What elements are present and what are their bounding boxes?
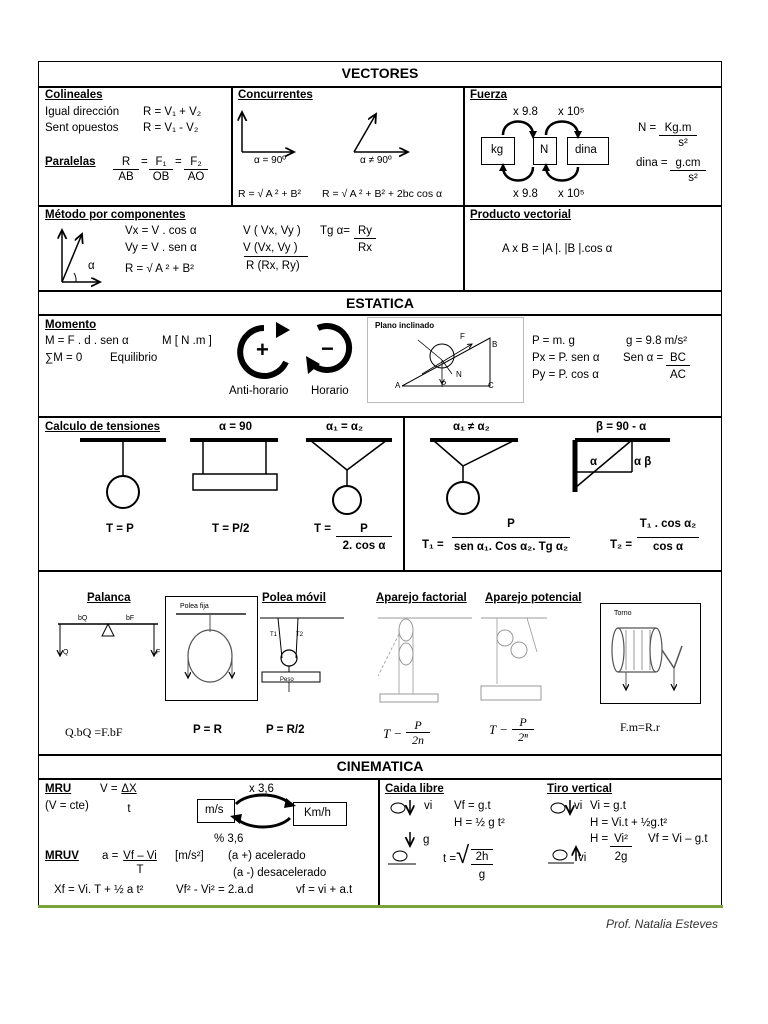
figure-caption: Polea fija: [180, 603, 209, 610]
minus-sign: −: [321, 336, 334, 361]
fraction-numerator: Ry: [354, 224, 376, 239]
lever-label: Q: [63, 649, 69, 656]
mruv-title: MRUV: [45, 850, 79, 862]
fraction-numerator: Vf – Vi: [123, 850, 157, 862]
winch-diagram: [604, 620, 696, 698]
right-angle-vectors-diagram: [236, 108, 306, 156]
plano-formula: g = 9.8 m/s²: [626, 335, 688, 347]
divider: [463, 86, 465, 291]
colineales-label: Igual dirección: [45, 106, 120, 118]
fraction-denominator: s²: [678, 137, 688, 149]
tiro-formula: H =: [590, 833, 609, 845]
mruv-fraction: [118, 849, 162, 877]
plano-formula: Sen α =: [623, 352, 664, 364]
factorial-formula: T −: [383, 726, 403, 741]
factorial-title: Aparejo factorial: [376, 592, 467, 604]
fraction-denominator: cos α: [652, 541, 684, 553]
tiro-formula: H = Vi.t + ½g.t²: [590, 817, 668, 829]
fraction-numerator: Vi²: [610, 832, 632, 847]
force-label: P: [441, 380, 447, 389]
component-formula: Vy = V . sen α: [125, 242, 197, 254]
conversion-factor: x 10⁵: [558, 188, 585, 200]
vector-notation: R (Rx, Ry): [246, 260, 300, 272]
fuerza-title: Fuerza: [470, 89, 508, 101]
mru-formula: V =: [100, 783, 118, 795]
plano-formula: Py = P. cos α: [532, 369, 599, 381]
case-header: β = 90 - α: [596, 421, 647, 433]
plano-formula: P = m. g: [532, 335, 575, 347]
colineales-label: Sent opuestos: [45, 122, 119, 134]
fraction-denominator: AO: [187, 171, 205, 183]
fraction-numerator: T₁ . cos α₂: [637, 517, 699, 538]
fraction-numerator: P: [452, 517, 570, 538]
conversion-factor: x 9.8: [513, 188, 538, 200]
mru-title: MRU: [45, 783, 72, 795]
lever-label: F: [156, 649, 161, 656]
dina-definition: dina =: [636, 157, 668, 169]
lever-label: bQ: [78, 615, 88, 622]
concurrentes-formula: R = √ A ² + B²: [238, 188, 301, 200]
components-diagram: [56, 226, 106, 286]
fraction-denominator: sen α₁. Cos α₂. Tg α₂: [453, 541, 569, 553]
paralelas-fraction: [113, 155, 139, 184]
fraction-denominator: 2g: [614, 851, 628, 863]
paralelas-title: Paralelas: [45, 156, 96, 168]
potential-fraction: [512, 715, 534, 744]
caida-formula: H = ½ g t²: [454, 817, 505, 829]
colineales-title: Colineales: [45, 89, 103, 101]
divider: [38, 314, 722, 316]
tension-formula: T₂ =: [610, 539, 633, 551]
fraction-numerator: F₂: [184, 155, 208, 170]
divider: [378, 778, 380, 905]
concurrentes-formula: R = √ A ² + B² + 2bc cos α: [322, 188, 443, 200]
fraction-denominator: 2ⁿ: [518, 730, 528, 744]
gravity-arrow-icon: [404, 830, 424, 850]
tension-formula: T = P/2: [212, 523, 250, 535]
section-title-vectores: VECTORES: [341, 65, 419, 81]
fraction-numerator: P: [512, 715, 534, 730]
caida-formula: t =: [443, 853, 457, 865]
unit-label: kg: [491, 144, 504, 156]
equals-sign: =: [141, 156, 148, 168]
concurrentes-title: Concurrentes: [238, 89, 313, 101]
mruv-formula: vf = vi + a.t: [296, 884, 353, 896]
tension-fraction: [637, 517, 699, 554]
fraction-numerator: Kg.m: [659, 121, 697, 136]
sine-fraction: [666, 351, 690, 382]
tension-formula: T =: [314, 523, 331, 535]
section-title-estatica: ESTATICA: [346, 295, 414, 311]
initial-velocity-label: vi: [424, 800, 433, 812]
fraction-numerator: R: [113, 155, 139, 170]
unit-label: m/s: [205, 804, 224, 816]
divider: [38, 290, 722, 292]
potential-formula: T −: [489, 722, 509, 737]
colineales-formula: R = V₁ + V₂: [143, 106, 202, 118]
fraction-numerator: P: [336, 522, 392, 537]
lever-label: bF: [126, 615, 135, 622]
fixed-pulley-diagram: [168, 610, 254, 696]
fraction-bar: [244, 256, 308, 257]
winch-formula: F.m=R.r: [620, 720, 660, 734]
ground-ball-icon: [386, 848, 420, 868]
figure-caption: Torno: [614, 610, 632, 617]
unit-label: N: [540, 144, 549, 156]
case-header: α₁ ≠ α₂: [453, 421, 490, 433]
lever-formula: Q.bQ =F.bF: [65, 725, 123, 739]
angle-label: α: [88, 260, 95, 272]
momento-unit: M [ N .m ]: [162, 335, 212, 347]
sqrt-symbol: √: [456, 842, 470, 869]
momento-title: Momento: [45, 319, 97, 331]
angle-label: α = 90º: [254, 155, 286, 166]
tension-formula: T₁ =: [422, 539, 444, 551]
force-label: F: [460, 332, 465, 341]
producto-title: Producto vectorial: [470, 209, 571, 221]
vertex-label: A: [395, 381, 401, 390]
speed-conversion-arrows: [228, 792, 298, 832]
unit-label: dina: [575, 144, 597, 156]
fraction-numerator: BC: [666, 351, 690, 366]
polea-movil-title: Polea móvil: [262, 592, 326, 604]
mru-fraction: [117, 782, 141, 816]
momento-formula: M = F . d . sen α: [45, 335, 129, 347]
divider: [38, 205, 722, 207]
fraction-denominator: AB: [118, 171, 134, 183]
producto-formula: A x B = |A |. |B |.cos α: [502, 243, 613, 255]
fraction-denominator: T: [136, 864, 144, 876]
weight-label: Peso: [280, 677, 294, 683]
fraction-denominator: s²: [688, 172, 698, 184]
section-title-cinematica: CINEMATICA: [336, 758, 424, 774]
case-header: α = 90: [219, 421, 252, 433]
author-credit: Prof. Natalia Esteves: [606, 917, 719, 931]
plano-formula: Px = P. sen α: [532, 352, 600, 364]
factorial-block-diagram: [376, 614, 474, 706]
conversion-factor: % 3,6: [214, 833, 244, 845]
conversion-factor: x 10⁵: [558, 106, 585, 118]
lever-diagram: [54, 612, 164, 664]
conversion-factor: x 9.8: [513, 106, 538, 118]
fraction-numerator: g.cm: [670, 156, 706, 171]
oblique-vectors-diagram: [350, 108, 420, 156]
tensiones-title: Calculo de tensiones: [45, 421, 161, 433]
dina-fraction: [670, 156, 706, 185]
caida-title: Caida libre: [385, 783, 444, 795]
tiro-formula: Vi = g.t: [590, 800, 626, 812]
tension-label: T1: [270, 632, 278, 638]
equals-sign: =: [175, 156, 182, 168]
angle-label: α β: [634, 456, 652, 468]
mruv-formula: a =: [102, 850, 119, 862]
divider: [38, 754, 722, 756]
divider: [231, 86, 233, 205]
divider: [38, 778, 722, 780]
fraction-numerator: ΔX: [121, 783, 137, 795]
paralelas-fraction: [149, 155, 173, 184]
tangent-formula: Tg α=: [320, 225, 350, 237]
fraction-denominator: 2n: [412, 733, 424, 747]
direction-label: Anti-horario: [229, 385, 289, 397]
unit-label: Km/h: [304, 807, 331, 819]
tiro-title: Tiro vertical: [547, 783, 612, 795]
tension-label: T2: [296, 632, 304, 638]
mruv-case: (a -) desacelerado: [233, 867, 327, 879]
plus-sign: +: [256, 337, 269, 362]
component-formula: Vx = V . cos α: [125, 225, 197, 237]
mru-condition: (V = cte): [45, 800, 89, 812]
direction-label: Horario: [311, 385, 349, 397]
newton-fraction: [659, 121, 697, 150]
fraction-denominator: g: [478, 869, 486, 881]
divider: [38, 86, 722, 88]
caida-formula: Vf = g.t: [454, 800, 491, 812]
angle-label: α ≠ 90º: [360, 155, 392, 166]
force-label: N: [456, 370, 462, 379]
fraction-denominator: 2. cos α: [342, 540, 386, 552]
tension-fraction: [336, 522, 392, 553]
divider: [38, 570, 722, 572]
bottom-rule: [38, 905, 723, 908]
vector-notation: V (Vx, Vy ): [243, 242, 298, 254]
movable-pulley-formula: P = R/2: [266, 724, 305, 736]
fraction-denominator: t: [127, 803, 131, 815]
colineales-formula: R = V₁ - V₂: [143, 122, 199, 134]
momento-formula: ∑M = 0: [45, 352, 83, 364]
mruv-formula: Xf = Vi. T + ½ a t²: [54, 884, 144, 896]
divider: [38, 416, 722, 418]
fraction-numerator: 2h: [471, 849, 493, 865]
angle-label: α: [590, 456, 598, 468]
vertex-label: B: [492, 340, 498, 349]
newton-definition: N =: [638, 122, 657, 134]
mruv-unit: [m/s²]: [175, 850, 204, 862]
tension-diagrams: [40, 436, 720, 526]
potencial-title: Aparejo potencial: [485, 592, 582, 604]
paralelas-fraction: [184, 155, 208, 184]
free-fall-fraction: [471, 849, 493, 882]
fixed-pulley-formula: P = R: [193, 724, 222, 736]
fraction-numerator: F₁: [149, 155, 173, 170]
conversion-factor: x 3,6: [249, 783, 274, 795]
fraction-denominator: AC: [670, 369, 686, 381]
tension-fraction: [452, 517, 570, 554]
tiro-formula: Vf = Vi – g.t: [648, 833, 708, 845]
tangent-fraction: [354, 224, 376, 255]
movable-pulley-diagram: [258, 614, 348, 694]
potential-block-diagram: [479, 614, 549, 706]
momento-label: Equilibrio: [110, 352, 158, 364]
figure-caption: Plano inclinado: [375, 321, 435, 330]
palanca-title: Palanca: [87, 592, 131, 604]
free-fall-ball-icon: [390, 798, 424, 818]
tiro-fraction: [610, 832, 632, 864]
mruv-formula: Vf² - Vi² = 2.a.d: [176, 884, 254, 896]
fraction-denominator: OB: [152, 171, 170, 183]
resultant-formula: R = √ A ² + B²: [125, 263, 194, 275]
fraction-numerator: P: [406, 718, 430, 733]
componentes-title: Método por componentes: [45, 209, 186, 221]
initial-velocity-label: vi: [574, 800, 583, 812]
vertex-label: C: [488, 381, 494, 390]
case-header: α₁ = α₂: [326, 421, 364, 433]
fraction-denominator: Rx: [357, 242, 373, 254]
gravity-label: g: [423, 834, 430, 846]
mruv-case: (a +) acelerado: [228, 850, 306, 862]
initial-velocity-label: vi: [578, 852, 587, 864]
vector-notation: V ( Vx, Vy ): [243, 225, 301, 237]
tension-formula: T = P: [106, 523, 134, 535]
factorial-fraction: [406, 718, 430, 747]
